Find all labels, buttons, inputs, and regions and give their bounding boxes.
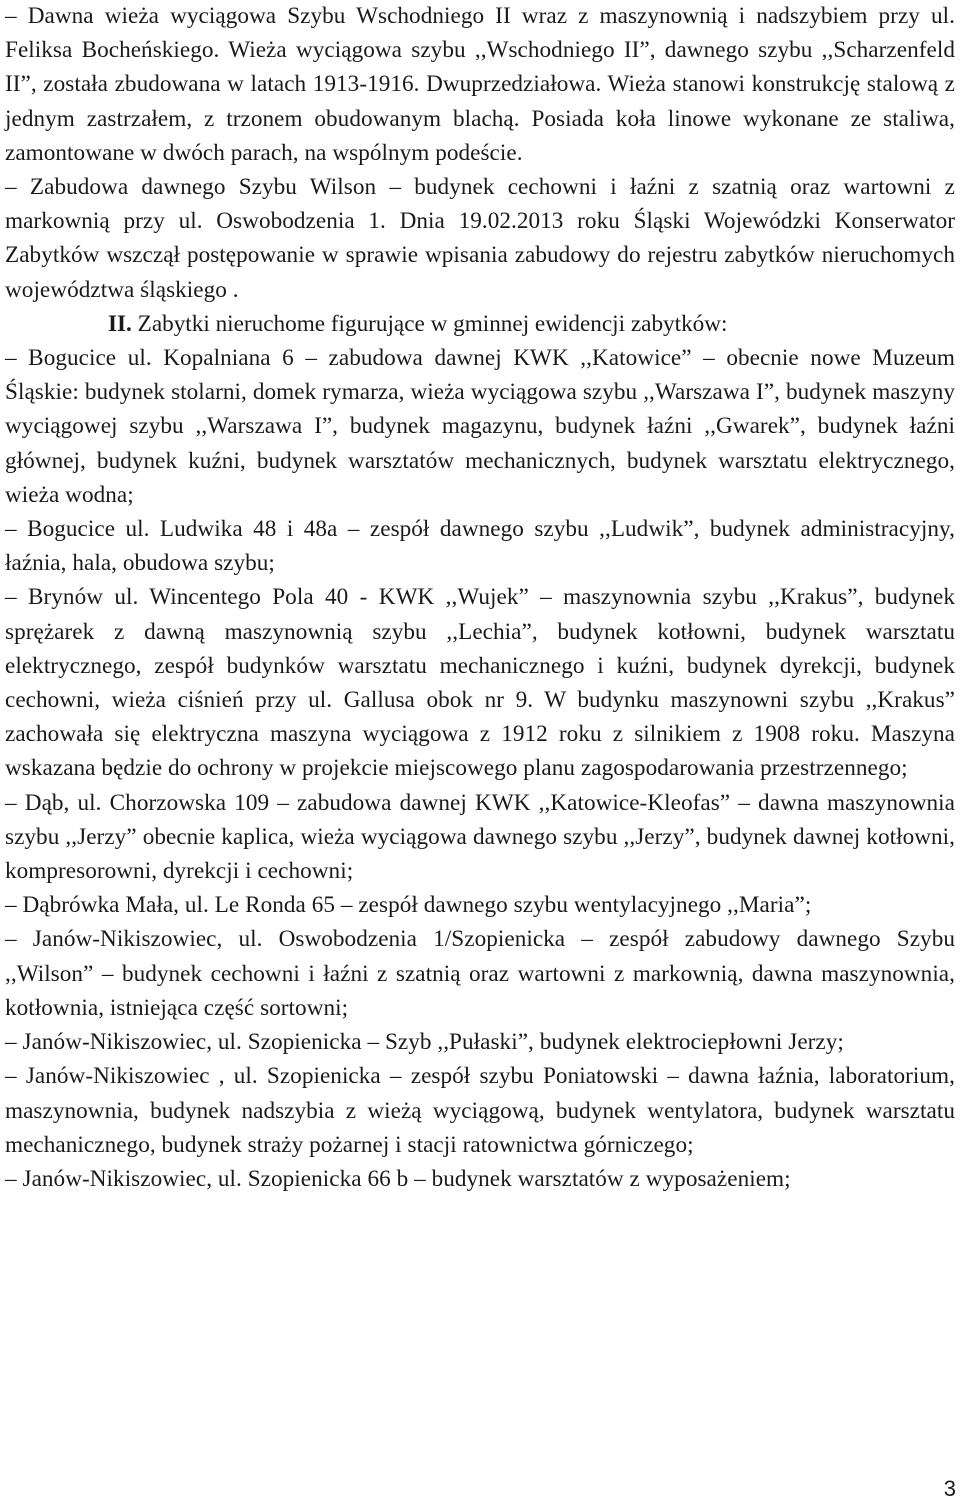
list-item-janow-wilson: – Janów-Nikiszowiec, ul. Oswobodzenia 1/Szopienicka – zespół zabudowy dawnego Szybu ,,Wilson” – budynek cechowni i łaźni z szatnią oraz wartowni z markownią, dawna maszynownia, kotłownia, istniejąca część sortowni;: [5, 926, 955, 1021]
list-item-dabrowka-maria: – Dąbrówka Mała, ul. Le Ronda 65 – zespół dawnego szybu wentylacyjnego ,,Maria”;: [5, 892, 812, 919]
paragraph-tower-wschodni: – Dawna wieża wyciągowa Szybu Wschodniego II wraz z maszynownią i nadszybiem przy ul. Feliksa Bocheńskiego. Wieża wyciągowa szybu ,,Wschodniego II”, dawnego szybu ,,Scharzenfeld II”, została zbudowana w latach 1913-1916. Dwuprzedziałowa. Wieża stanowi konstrukcję stalową z jednym zastrzałem, z trzonem obudowanym blachą. Posiada koła linowe wykonane ze staliwa, zamontowane w dwóch parach, na wspólnym podeście.: [5, 3, 955, 166]
list-item-janow-poniatowski: – Janów-Nikiszowiec , ul. Szopienicka – zespół szybu Poniatowski – dawna łaźnia, laboratorium, maszynownia, budynek nadszybia z wieżą wyciągową, budynek wentylatora, budynek warsztatu mechanicznego, budynek straży pożarnej i stacji ratownictwa górniczego;: [5, 1063, 955, 1158]
list-item-dab-kleofas: – Dąb, ul. Chorzowska 109 – zabudowa dawnej KWK ,,Katowice-Kleofas” – dawna maszynownia szybu ,,Jerzy” obecnie kaplica, wieża wyciągowa dawnego szybu ,,Jerzy”, budynek dawnej kotłowni, kompresorowni, dyrekcji i cechowni;: [5, 789, 955, 885]
section-number: II.: [108, 310, 132, 337]
section-title: Zabytki nieruchome figurujące w gminnej ewidencji zabytków:: [131, 310, 728, 337]
list-item-bogucice-kopalniana: – Bogucice ul. Kopalniana 6 – zabudowa dawnej KWK ,,Katowice” – obecnie nowe Muzeum Śląskie: budynek stolarni, domek rymarza, wieża wyciągowa szybu ,,Warszawa I”, budynek maszyny wyciągowej szybu ,,Warszawa I”, budynek magazynu, budynek łaźni ,,Gwarek”, budynek łaźni głównej, budynek kuźni, budynek warsztatów mechanicznych, budynek warsztatu elektrycznego, wieża wodna;: [5, 345, 955, 508]
list-item-janow-pulaski: – Janów-Nikiszowiec, ul. Szopienicka – Szyb ,,Pułaski”, budynek elektrociepłowni Jerzy;: [5, 1029, 844, 1056]
list-item-janow-warsztaty: – Janów-Nikiszowiec, ul. Szopienicka 66 b – budynek warsztatów z wyposażeniem;: [5, 1165, 791, 1192]
section-heading: [5, 307, 955, 341]
list-item-bogucice-ludwika: – Bogucice ul. Ludwika 48 i 48a – zespół dawnego szybu ,,Ludwik”, budynek administracyjny, łaźnia, hala, obudowa szybu;: [5, 516, 955, 577]
document-page: [5, 0, 955, 1196]
page-number: 3: [943, 1476, 956, 1501]
paragraph-wilson-shaft: – Zabudowa dawnego Szybu Wilson – budynek cechowni i łaźni z szatnią oraz wartowni z markownią przy ul. Oswobodzenia 1. Dnia 19.02.2013 roku Śląski Wojewódzki Konserwator Zabytków wszczął postępowanie w sprawie wpisania zabudowy do rejestru zabytków nieruchomych województwa śląskiego .: [5, 174, 955, 303]
list-item-brynow-wujek: – Brynów ul. Wincentego Pola 40 - KWK ,,Wujek” – maszynownia szybu ,,Krakus”, budynek sprężarek z dawną maszynownią szybu ,,Lechia”, budynek kotłowni, budynek warsztatu elektrycznego, zespół budynków warsztatu mechanicznego i kuźni, budynek dyrekcji, budynek cechowni, wieża ciśnień przy ul. Gallusa obok nr 9. W budynku maszynowni szybu ,,Krakus” zachowała się elektryczna maszyna wyciągowa z 1912 roku z silnikiem z 1908 roku. Maszyna wskazana będzie do ochrony w projekcie miejscowego planu zagospodarowania przestrzennego;: [5, 584, 955, 782]
